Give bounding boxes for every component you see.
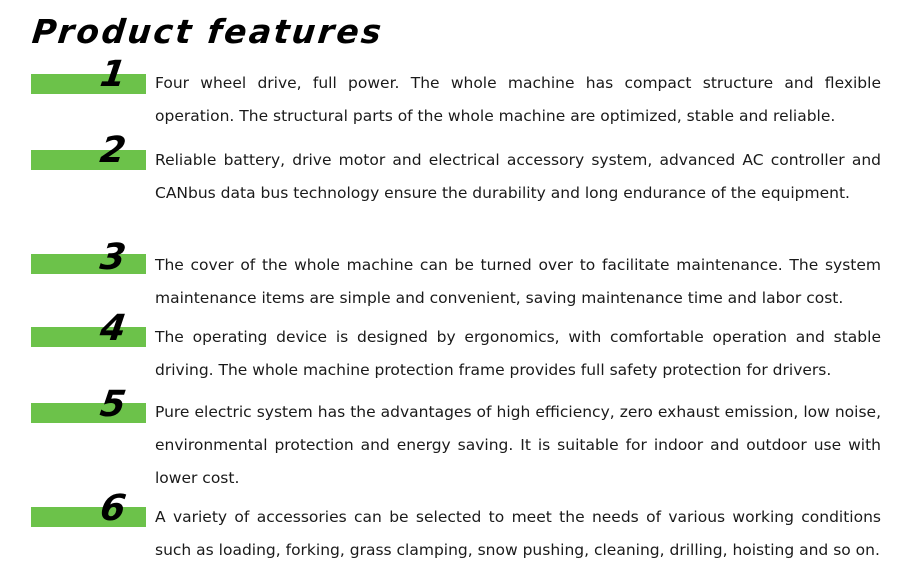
feature-6-number: 6 xyxy=(97,488,129,529)
feature-4-text: The operating device is designed by ergonomics, with comfortable operation and stable driving. The whole machine protection frame provides full safety protection for drivers. xyxy=(155,328,881,379)
page-title: Product features xyxy=(30,12,386,51)
feature-5-number: 5 xyxy=(97,384,129,425)
feature-2-number: 2 xyxy=(97,130,129,171)
feature-6-text: A variety of accessories can be selected to meet the needs of various working conditions such as loading, forking, grass clamping, snow pushing, cleaning, drilling, hoisting and so on. xyxy=(155,508,881,559)
feature-2-text: Reliable battery, drive motor and electrical accessory system, advanced AC controller and CANbus data bus technology ensure the durability and long endurance of the equipment. xyxy=(155,151,881,202)
feature-5-text: Pure electric system has the advantages of high efficiency, zero exhaust emission, low noise, environmental protection and energy saving. It is suitable for indoor and outdoor use with lower cost. xyxy=(155,403,881,487)
feature-3-number: 3 xyxy=(97,237,129,278)
feature-4-number: 4 xyxy=(97,308,129,349)
feature-1-number: 1 xyxy=(97,54,129,95)
feature-3-text: The cover of the whole machine can be turned over to facilitate maintenance. The system maintenance items are simple and convenient, saving maintenance time and labor cost. xyxy=(155,256,881,307)
feature-1-text: Four wheel drive, full power. The whole machine has compact structure and flexible operation. The structural parts of the whole machine are optimized, stable and reliable. xyxy=(155,74,881,125)
